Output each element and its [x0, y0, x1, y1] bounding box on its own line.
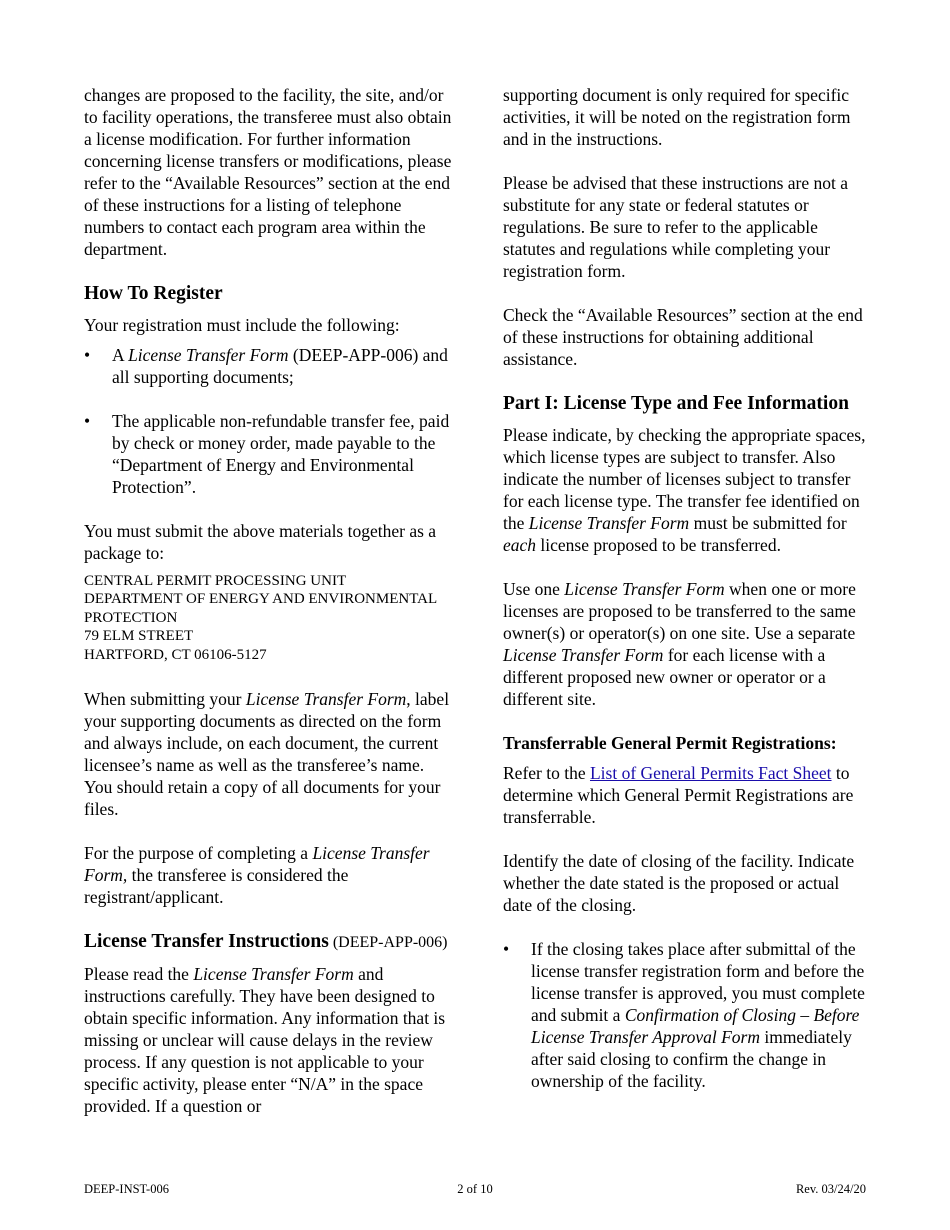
mailing-address: [84, 572, 456, 664]
part1-heading: Part I: License Type and Fee Information: [503, 393, 849, 414]
submit-paragraph: You must submit the above materials together as a package to:: [84, 521, 437, 563]
left-column: [84, 84, 456, 1139]
list-item: • A License Transfer Form (DEEP-APP-006) and all supporting documents;: [84, 345, 448, 387]
address-line: 79 ELM STREET: [84, 628, 194, 645]
resources-paragraph: Check the “Available Resources” section at the end of these instructions for obtaining additional assistance.: [503, 305, 863, 369]
register-requirements-list: [84, 344, 456, 498]
address-line: DEPARTMENT OF ENERGY AND ENVIRONMENTAL: [84, 591, 438, 608]
bullet-icon: •: [503, 939, 510, 959]
revision-date: Rev. 03/24/20: [795, 1182, 866, 1196]
bullet-icon: •: [84, 411, 91, 431]
label-documents-paragraph: When submitting your License Transfer Form, label your supporting documents as directed on the form and always include, on each document, the current licensee’s name as well as the transferee’s name. You should retain a copy of all documents for your files.: [84, 689, 450, 820]
intro-paragraph: changes are proposed to the facility, the site, and/or to facility operations, the transferee must also obtain a license modification. For further information concerning license transfers or modifications, please refer to the “Available Resources” section at the end of these instructions for a listing of telephone numbers to contact each program area within the department.: [84, 85, 452, 259]
closing-list: [503, 938, 869, 1092]
instructions-heading: License Transfer Instructions (DEEP-APP-006): [84, 931, 448, 953]
register-lead: Your registration must include the following:: [84, 315, 400, 335]
general-permits-fact-sheet-link[interactable]: List of General Permits Fact Sheet: [589, 763, 832, 783]
page-number: 2 of 10: [457, 1182, 493, 1196]
list-item: • If the closing takes place after submittal of the license transfer registration form and before the license transfer is approved, you must complete and submit a Confirmation of Closing – Before License Transfer Approval Form immediately after said closing to confirm the change in ownership of the facility.: [503, 939, 865, 1091]
list-item: • The applicable non-refundable transfer fee, paid by check or money order, made payable to the “Department of Energy and Environmental Protection”.: [84, 411, 450, 497]
address-line: CENTRAL PERMIT PROCESSING UNIT: [84, 573, 347, 589]
general-permits-heading: Transferrable General Permit Registrations:: [503, 733, 837, 753]
advised-paragraph: Please be advised that these instructions are not a substitute for any state or federal statutes or regulations. Be sure to refer to the applicable statutes and regulations while completing your registration form.: [503, 173, 849, 281]
how-to-register-heading: How To Register: [84, 283, 223, 304]
part1-paragraph-2: Use one License Transfer Form when one or more licenses are proposed to be transferred to the same owner(s) or operator(s) on one site. Use a separate License Transfer Form for each license with a different proposed new owner or operator or a different site.: [503, 579, 856, 709]
continued-paragraph: supporting document is only required for specific activities, it will be noted on the registration form and in the instructions.: [503, 85, 851, 149]
right-column: [503, 84, 869, 1114]
form-number: DEEP-INST-006: [84, 1182, 169, 1196]
general-permits-paragraph: Refer to the List of General Permits Fact Sheet to determine which General Permit Registrations are transferrable.: [503, 763, 854, 827]
instructions-paragraph: Please read the License Transfer Form and instructions carefully. They have been designed to obtain specific information. Any information that is missing or unclear will cause delays in the review process. If any question is not applicable to your specific activity, please enter “N/A” in the space provided. If a question or: [84, 964, 446, 1117]
purpose-paragraph: For the purpose of completing a License Transfer Form, the transferee is considered the registrant/applicant.: [84, 843, 430, 908]
part1-paragraph-1: Please indicate, by checking the appropriate spaces, which license types are subject to transfer. Also indicate the number of licenses subject to transfer for each license type. The transfer fee identified on the License Transfer Form must be submitted for each license proposed to be transferred.: [503, 425, 866, 555]
address-line: PROTECTION: [84, 609, 178, 626]
address-line: HARTFORD, CT 06106-5127: [84, 646, 267, 663]
bullet-icon: •: [84, 345, 91, 365]
closing-date-paragraph: Identify the date of closing of the facility. Indicate whether the date stated is the proposed or actual date of the closing.: [503, 851, 855, 915]
